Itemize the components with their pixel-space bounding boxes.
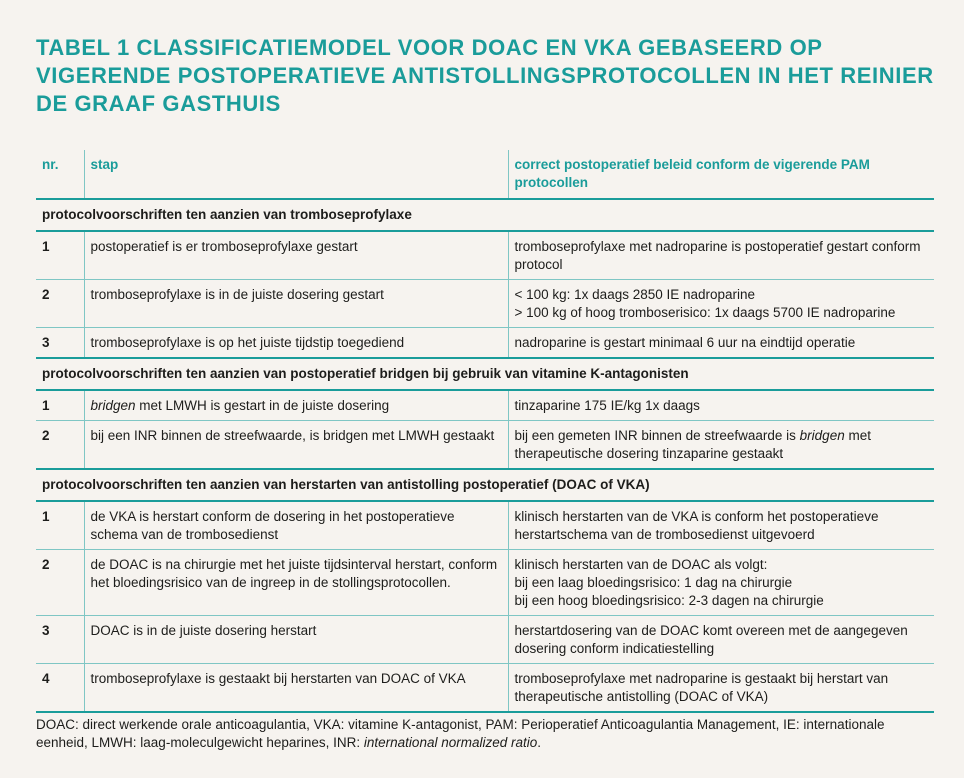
section-header-bridgen xyxy=(36,358,934,390)
stap-text: met LMWH is gestart in de juiste dosering xyxy=(135,398,390,413)
row-nr: 1 xyxy=(36,501,84,550)
row-beleid: tinzaparine 175 IE/kg 1x daags xyxy=(508,390,934,421)
table-row xyxy=(36,501,934,550)
beleid-line: bij een laag bloedingsrisico: 1 dag na chirurgie xyxy=(514,575,793,590)
row-stap: tromboseprofylaxe is op het juiste tijdstip toegediend xyxy=(84,328,508,359)
section-title: protocolvoorschriften ten aanzien van herstarten van antistolling postoperatief (DOAC of VKA) xyxy=(36,469,934,501)
table-header-row xyxy=(36,150,934,199)
italic-term: bridgen xyxy=(90,398,136,413)
table-row xyxy=(36,550,934,616)
section-header-tromboseprofylaxe xyxy=(36,199,934,231)
table-row xyxy=(36,664,934,713)
row-beleid xyxy=(508,280,934,328)
table-row xyxy=(36,390,934,421)
header-stap: stap xyxy=(84,150,508,199)
row-stap: de DOAC is na chirurgie met het juiste tijdsinterval herstart, conform het bloedingsrisico van de ingreep in de stollingsprotocollen. xyxy=(84,550,508,616)
row-beleid: tromboseprofylaxe met nadroparine is gestaakt bij herstart van therapeutische antistolling (DOAC of VKA) xyxy=(508,664,934,713)
row-nr: 2 xyxy=(36,280,84,328)
beleid-line: > 100 kg of hoog tromboserisico: 1x daags 5700 IE nadroparine xyxy=(514,305,896,320)
beleid-text: bij een gemeten INR binnen de streefwaarde is xyxy=(514,428,800,443)
classification-table xyxy=(36,150,934,713)
section-title: protocolvoorschriften ten aanzien van tromboseprofylaxe xyxy=(36,199,934,231)
beleid-line: klinisch herstarten van de DOAC als volgt: xyxy=(514,557,768,572)
row-nr: 3 xyxy=(36,616,84,664)
section-header-herstarten xyxy=(36,469,934,501)
table-row xyxy=(36,231,934,280)
row-nr: 1 xyxy=(36,390,84,421)
table-row xyxy=(36,280,934,328)
row-stap: tromboseprofylaxe is in de juiste dosering gestart xyxy=(84,280,508,328)
header-nr: nr. xyxy=(42,157,59,172)
row-beleid: tromboseprofylaxe met nadroparine is postoperatief gestart conform protocol xyxy=(508,231,934,280)
table-title: TABEL 1 CLASSIFICATIEMODEL VOOR DOAC EN VKA GEBASEERD OP VIGERENDE POSTOPERATIEVE ANTISTOLLINGSPROTOCOLLEN IN HET REINIER DE GRAAF GASTHUIS xyxy=(36,35,934,116)
row-stap: de VKA is herstart conform de dosering in het postoperatieve schema van de trombosedienst xyxy=(84,501,508,550)
beleid-line: < 100 kg: 1x daags 2850 IE nadroparine xyxy=(514,287,756,302)
row-beleid: nadroparine is gestart minimaal 6 uur na eindtijd operatie xyxy=(508,328,934,359)
row-stap: postoperatief is er tromboseprofylaxe gestart xyxy=(84,231,508,280)
row-nr: 2 xyxy=(36,550,84,616)
beleid-line: bij een hoog bloedingsrisico: 2-3 dagen na chirurgie xyxy=(514,593,824,608)
table-footnote xyxy=(36,716,936,752)
beleid-text: met therapeutische dosering tinzaparine gestaakt xyxy=(514,428,871,461)
row-beleid xyxy=(508,550,934,616)
row-beleid xyxy=(508,421,934,470)
footnote-end: . xyxy=(537,735,542,750)
row-stap xyxy=(84,390,508,421)
table-row xyxy=(36,421,934,470)
row-beleid: herstartdosering van de DOAC komt overeen met de aangegeven dosering conform indicatiestelling xyxy=(508,616,934,664)
footnote-text: DOAC: direct werkende orale anticoagulantia, VKA: vitamine K-antagonist, PAM: Perioperatief Anticoagulantia Management, IE: internationale eenheid, LMWH: laag-moleculgewicht heparines, INR: xyxy=(36,717,885,750)
row-stap: tromboseprofylaxe is gestaakt bij herstarten van DOAC of VKA xyxy=(84,664,508,713)
row-nr: 3 xyxy=(36,328,84,359)
section-title: protocolvoorschriften ten aanzien van postoperatief bridgen bij gebruik van vitamine K-antagonisten xyxy=(36,358,934,390)
header-beleid: correct postoperatief beleid conform de vigerende PAM protocollen xyxy=(508,150,934,199)
row-nr: 2 xyxy=(36,421,84,470)
row-nr: 4 xyxy=(36,664,84,713)
row-beleid: klinisch herstarten van de VKA is conform het postoperatieve herstartschema van de trombosedienst uitgevoerd xyxy=(508,501,934,550)
table-row xyxy=(36,616,934,664)
footnote-italic: international normalized ratio xyxy=(363,735,538,750)
italic-term: bridgen xyxy=(799,428,845,443)
row-stap: DOAC is in de juiste dosering herstart xyxy=(84,616,508,664)
table-row xyxy=(36,328,934,359)
row-stap: bij een INR binnen de streefwaarde, is bridgen met LMWH gestaakt xyxy=(84,421,508,470)
row-nr: 1 xyxy=(36,231,84,280)
